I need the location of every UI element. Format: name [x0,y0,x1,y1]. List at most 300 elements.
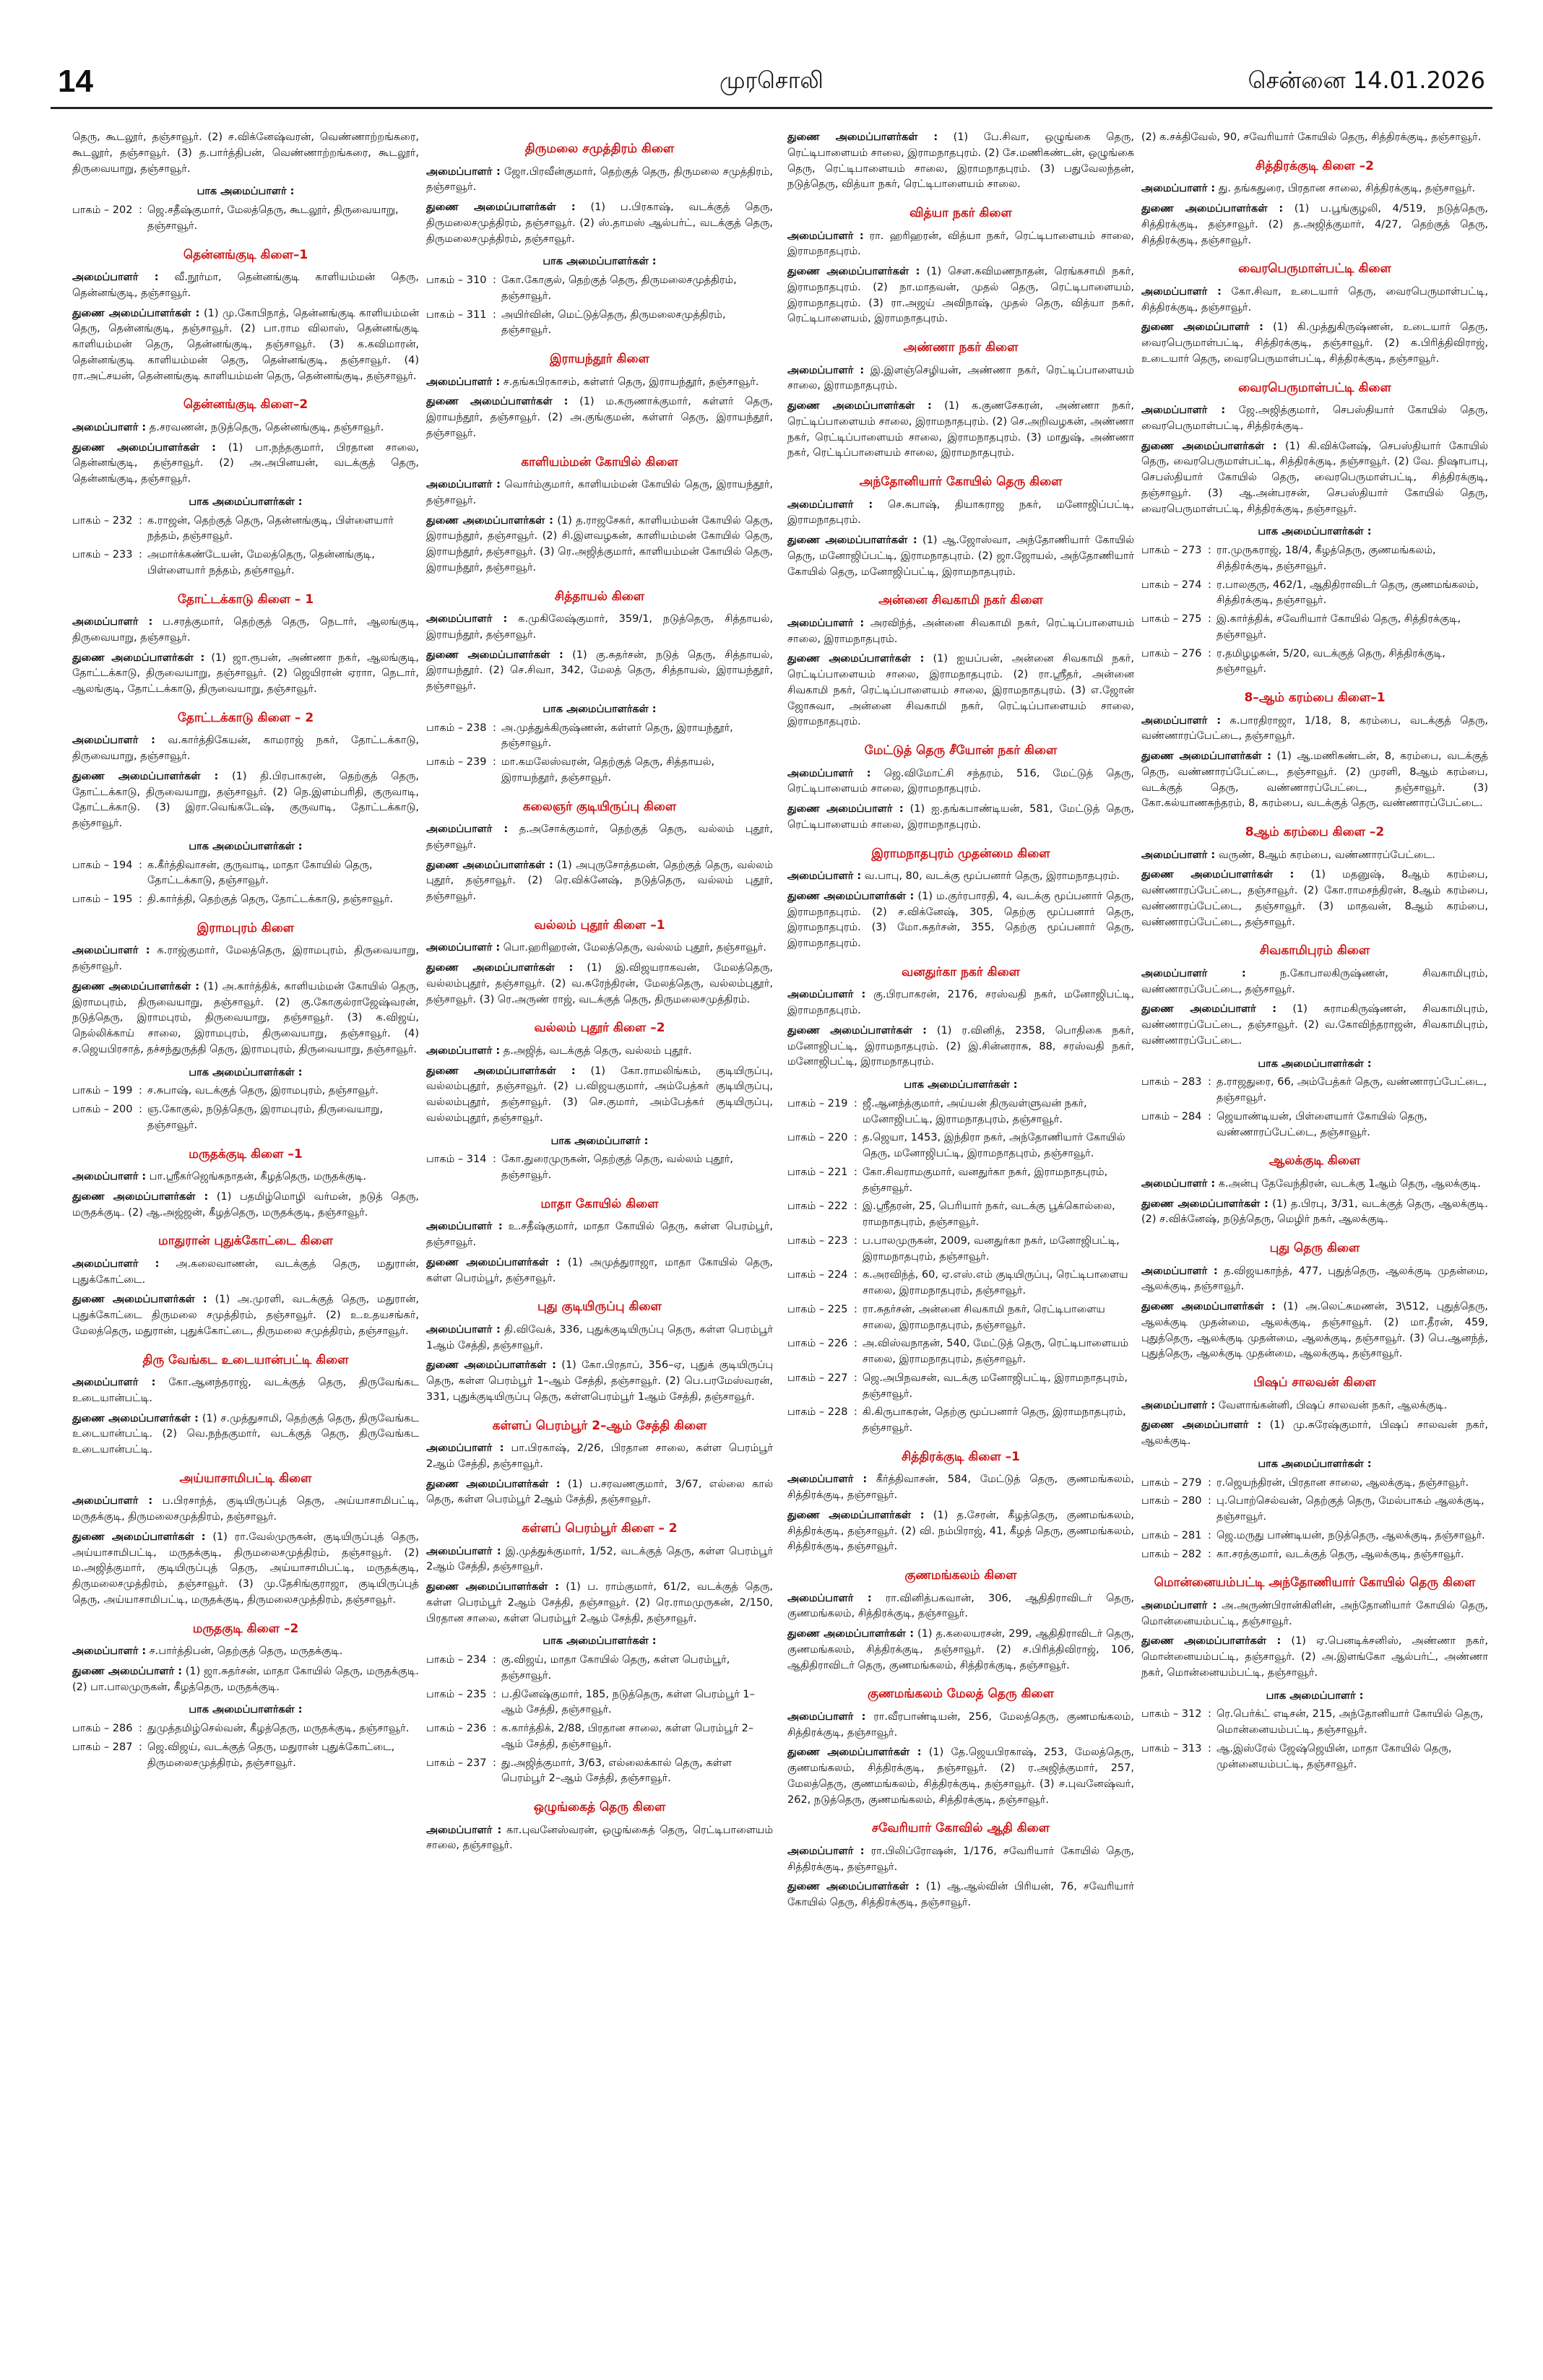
branch-block [72,591,419,698]
branch-heading: வனதுர்கா நகர் கிளை [902,964,1020,979]
branch-heading: ஒழுங்கைத் தெரு கிளை [533,1800,666,1814]
member-text: ரா. ஹரிஹரன், வித்யா நகர், ரெட்டிபாளையம் சாலை, இராமநாதபுரம். [787,230,1134,258]
member-paragraph [787,399,1134,462]
member-paragraph [787,616,1134,648]
booth-row [426,755,773,787]
member-paragraph [787,889,1134,952]
role-label: அமைப்பாளர் : [72,1377,156,1388]
role-label: அமைப்பாளர் : [426,1442,504,1454]
booth-row [72,203,419,235]
booth-number: பாகம் – 237 [426,1757,487,1769]
role-label: அமைப்பாளர் : [1141,285,1222,298]
branch-block [787,1685,1134,1808]
member-text: ச.தங்கபிரகாசம், கள்ளர் தெரு, இராயந்தூர், தஞ்சாவூர். [503,376,759,388]
role-label: அமைப்பாளர் : [426,1824,502,1836]
branch-heading: கலைஞர் குடியிருப்பு கிளை [522,799,677,814]
booth-number: பாகம் – 228 [787,1406,848,1419]
booth-number: பாகம் – 202 [72,204,133,216]
booth-number: பாகம் – 239 [426,756,487,768]
branch-block [72,709,419,908]
booth-row [1141,578,1488,610]
role-label: துணை அமைப்பாளர்கள் : [426,396,569,408]
booth-colon: : [493,1654,496,1666]
member-text: (1) இ.விஜயராகவன், மேலத்தெரு, வல்லம்புதூர், தஞ்சாவூர். (2) வ.சுரேந்திரன், மேலத்தெரு, வல்லம்புதூர், தஞ்சாவூர். (3) ரெ.அருண் ராஜ், வடக்குத் தெரு, திருமலைசமுத்திரம். [426,962,773,1005]
member-paragraph [72,1292,419,1339]
role-label: துணை அமைப்பாளர் : [1141,1003,1277,1016]
role-label: துணை அமைப்பாளர்கள் : [72,1412,199,1424]
member-text: (1) த.சேரன், கீழத்தெரு, குணமங்கலம், சித்திரக்குடி, தஞ்சாவூர். (2) வி. நம்பிராஜ், 41, கீழத் தெரு, குணமங்கலம், சித்திரக்குடி, தஞ்சாவூர். [787,1509,1134,1553]
branch-block [787,592,1134,730]
member-paragraph [787,652,1134,730]
branch-heading: அன்னை சிவகாமி நகர் கிளை [878,593,1043,608]
booth-row [426,1756,773,1788]
booth-subheading: பாக அமைப்பாளர்கள் : [1258,526,1372,538]
role-label: அமைப்பாளர் : [426,1044,501,1057]
booth-number: பாகம் – 219 [787,1097,848,1109]
booth-colon: : [1208,545,1211,556]
branch-heading: ஆலக்குடி கிளை [1268,1154,1361,1169]
booth-number: பாகம் – 194 [72,859,133,871]
member-paragraph [72,651,419,698]
member-paragraph [426,514,773,576]
booth-member: ரா.முருகராஜ், 18/4, கீழத்தெரு, குணமங்கலம், சித்திரக்குடி, தஞ்சாவூர். [1216,545,1436,572]
role-label: துணை அமைப்பாளர்கள் : [787,1881,920,1893]
booth-member: ஞ.கோகுல், நடுத்தெரு, இராமபுரம், திருவையாறு, தஞ்சாவூர். [147,1104,384,1131]
booth-subheading: பாக அமைப்பாளர்கள் : [543,256,657,268]
booth-colon: : [139,893,142,905]
booth-row [787,1371,1134,1403]
branch-block [1141,942,1488,1141]
branch-block [426,917,773,1008]
role-label: அமைப்பாளர் : [787,1845,865,1857]
branch-heading: அய்யாசாமிபட்டி கிளை [179,1471,312,1486]
role-label: துணை அமைப்பாளர்கள் : [426,514,553,527]
role-label: துணை அமைப்பாளர்கள் : [426,1256,561,1268]
role-label: துணை அமைப்பாளர்கள் : [72,770,219,782]
booth-member: இ.கார்த்திக், சவேரியார் கோயில் தெரு, சித்திரக்குடி, தஞ்சாவூர். [1216,613,1461,641]
member-paragraph [1141,130,1488,146]
role-label: அமைப்பாளர் : [1141,1177,1216,1190]
member-paragraph [72,1190,419,1221]
member-paragraph [787,1710,1134,1741]
role-label: துணை அமைப்பாளர்கள் : [72,307,200,319]
booth-number: பாகம் – 274 [1141,579,1202,591]
member-text: இ.முத்துக்குமார், 1/52, வடக்குத் தெரு, கள்ள பெரம்பூர் 2ஆம் சேத்தி, தஞ்சாவூர். [426,1545,773,1573]
branch-heading: 8–ஆம் கரம்பை கிளை–1 [1244,691,1386,705]
member-text: (1) ஐயப்பன், அன்னை சிவகாமி நகர், ரெட்டிப்பாளையம் சாலை, இராமநாதபுரம். (2) ரா.ஸ்ரீதர், அன்னை சிவகாமி நகர், ரெட்டிப்பாளையம் சாலை, இராமநாதபுரம். (3) எ.ஜோன் ஜோசுவா, அன்னை சிவகாமி நகர், ரெட்டிப்பாளையம் சாலை, இராமநாதபுரம். [787,653,1134,728]
branch-heading: வல்லம் புதூர் கிளை –1 [534,917,665,932]
branch-block [787,1567,1134,1674]
branch-block [426,454,773,576]
role-label: துணை அமைப்பாளர்கள் : [1141,869,1295,881]
branch-block [787,473,1134,580]
branch-block [72,396,419,579]
member-text: (1) பா.நந்தகுமார், பிரதான சாலை, தென்னங்குடி, தஞ்சாவூர். (2) அ.அபினயன், வடக்குத் தெரு, தென்னங்குடி, தஞ்சாவூர். [72,441,419,485]
booth-number: பாகம் – 222 [787,1200,848,1213]
branch-block [426,1799,773,1854]
member-paragraph [426,200,773,247]
booth-number: பாகம் – 238 [426,722,487,734]
member-text: உ.சதீஷ்குமார், மாதா கோயில் தெரு, கள்ள பெரம்பூர், தஞ்சாவூர். [426,1221,773,1248]
branch-heading: திருமலை சமுத்திரம் கிளை [524,142,675,156]
branch-heading: தோட்டக்காடு கிளை – 2 [177,710,314,725]
member-paragraph [72,441,419,488]
member-text: அ.அருண்பிரான்கிளின், அந்தோனியார் கோயில் தெரு, மொன்னையம்பட்டி, தஞ்சாவூர். [1141,1599,1488,1627]
role-label: அமைப்பாளர் : [72,421,147,433]
booth-row [1141,1476,1488,1492]
role-label: அமைப்பாளர் : [426,613,508,625]
member-paragraph [1141,714,1488,745]
member-text: (1) த.கலையரசன், 299, ஆதிதிராவிடர் தெரு, குணமங்கலம், சித்திரக்குடி, தஞ்சாவூர். (2) ச.பிரித்திவிராஜ், 106, ஆதிதிராவிடர் தெரு, குணமங்கலம், சித்திரக்குடி, தஞ்சாவூர். [787,1628,1134,1671]
member-text: தெரு, கூடலூர், தஞ்சாவூர். (2) ச.விக்னேஷ்வரன், வெண்ணாற்றங்கரை, கூடலூர், தஞ்சாவூர். (3) த.பார்த்திபன், வெண்ணாற்றங்கரை, கூடலூர், திருவையாறு, தஞ்சாவூர். [72,131,419,175]
branch-block [72,1351,419,1458]
role-label: துணை அமைப்பாளர்கள் : [426,1581,559,1593]
member-paragraph [1141,1634,1488,1681]
member-paragraph [426,165,773,196]
booth-member: த.ராஜதுரை, 66, அம்பேத்கர் தெரு, வண்ணாரப்பேட்டை, தஞ்சாவூர். [1216,1076,1487,1104]
branch-heading: இராமநாதபுரம் முதன்மை கிளை [871,846,1050,861]
booth-number: பாகம் – 284 [1141,1110,1202,1122]
member-text: இ.இளஞ்செழியன், அண்ணா நகர், ரெட்டிப்பாளையம் சாலை, இராமநாதபுரம். [787,364,1134,392]
booth-row [787,1234,1134,1265]
member-paragraph [1141,285,1488,316]
role-label: அமைப்பாளர் : [426,1221,503,1233]
booth-colon: : [1208,1708,1211,1721]
member-text: (1) க.குணசேகரன், அண்ணா நகர், ரெட்டிப்பாளையம் சாலை, இராமநாதபுரம். (2) செ.அறிவழகன், அண்ணா நகர், ரெட்டிப்பாளையம் சாலை, இராமநாதபுரம். (3) மாதுஷ், அண்ணா நகர், ரெட்டிப்பாளையம் சாலை, இராமநாதபுரம். [787,400,1134,459]
booth-colon: : [854,1303,857,1315]
branch-block [787,845,1134,952]
booth-member: ஜெயாண்டியன், பிள்ளையார் கோயில் தெரு, வண்ணாரப்பேட்டை, தஞ்சாவூர். [1216,1110,1427,1138]
member-paragraph [787,1591,1134,1623]
booth-colon: : [854,1338,857,1350]
booth-member: ரா.சுதர்சன், அன்னை சிவகாமி நகர், ரெட்டிபாளைய சாலை, இராமநாதபுரம், தஞ்சாவூர். [863,1303,1105,1331]
member-paragraph [1141,181,1488,197]
role-label: அமைப்பாளர் : [1141,714,1222,727]
branch-block [787,1819,1134,1911]
member-text: கோ.சிவா, உடையார் தெரு, வைரபெருமாள்பட்டி, சித்திரக்குடி, தஞ்சாவூர். [1141,285,1488,313]
role-label: அமைப்பாளர் : [72,945,150,957]
branch-block [72,1620,419,1772]
booth-number: பாகம் – 221 [787,1166,848,1178]
booth-member: ஜீ.ஆனந்த்குமார், அய்யன் திருவள்ளுவன் நகர், மனோஜிபட்டி, இராமநாதபுரம், தஞ்சாவூர். [863,1097,1087,1125]
member-text: (1) பே.சிவா, ஒழுங்கை தெரு, ரெட்டிபாளையம் சாலை, இராமநாதபுரம். (2) சே.மணிகண்டன், ஒழுங்கை தெரு, ரெட்டிபாளையம் சாலை, இராமநாதபுரம். (3) பதுவேலந்தன், நடுத்தெரு, வித்யா நகர், ரெட்டிபாளையம் சாலை. [787,131,1134,191]
member-paragraph [787,264,1134,327]
member-text: க.பாரதிராஜா, 1/18, 8, கரம்பை, வடக்குத் தெரு, வண்ணாரப்பேட்டை, தஞ்சாவூர். [1141,714,1488,743]
booth-number: பாகம் – 273 [1141,545,1202,556]
booth-member: க.கார்த்திக், 2/88, பிரதான சாலை, கள்ள பெரம்பூர் 2–ஆம் சேத்தி, தஞ்சாவூர். [501,1723,754,1750]
member-text: (1) கு.சுதர்சன், நடுத் தெரு, சித்தாயல், இராயந்தூர். (2) செ.சிவா, 342, மேலத் தெரு, சித்தாயல், இராயந்தூர், தஞ்சாவூர். [426,649,773,692]
branch-heading: மருதக்குடி கிளை –1 [189,1146,303,1161]
booth-number: பாகம் – 280 [1141,1495,1202,1507]
branch-block [426,1417,773,1509]
booth-colon: : [493,756,496,768]
branch-heading: பிஷப் சாலவன் கிளை [1253,1375,1376,1390]
booth-row [426,1687,773,1719]
booth-colon: : [854,1269,857,1281]
booth-member: ர.தமிழழகன், 5/20, வடக்குத் தெரு, சித்திரக்குடி, தஞ்சாவூர். [1216,647,1445,675]
member-paragraph [426,375,773,391]
role-label: துணை அமைப்பாளர்கள் : [787,131,938,143]
branch-heading: அந்தோனியார் கோயில் தெரு கிளை [859,475,1063,489]
booth-number: பாகம் – 287 [72,1741,133,1753]
member-text: வ.கார்த்திகேயன், காமராஜ் நகர், தோட்டக்காடு, திருவையாறு, தஞ்சாவூர். [72,735,419,762]
role-label: துணை அமைப்பாளர்கள் : [1141,1301,1276,1312]
booth-row [787,1096,1134,1128]
branch-block [1141,823,1488,930]
booth-member: ர.பாலகுரு, 462/1, ஆதிதிராவிடர் தெரு, குணமங்கலம், சித்திரக்குடி, தஞ்சாவூர். [1216,579,1479,607]
member-text: (1) அமுத்துராஜா, மாதா கோயில் தெரு, கள்ள பெரம்பூர், தஞ்சாவூர். [426,1256,773,1284]
role-label: துணை அமைப்பாளர்கள் : [426,859,553,871]
branch-heading: வித்யா நகர் கிளை [909,206,1012,220]
role-label: துணை அமைப்பாளர்கள் : [787,890,915,902]
member-paragraph [72,1257,419,1289]
member-text: (1) செள.கவிமணநாதன், ரெங்கசாமி நகர், இராமநாதபுரம். (2) நா.மாதவன், முதல் தெரு, ரெட்டிபாளையம், இராமநாதபுரம். (3) ரா.அஜய் அவிநாஷ், முதல் தெரு, வித்யா நகர், ரெட்டிபாளையம், இராமநாதபுரம். [787,266,1134,325]
booth-number: பாகம் – 220 [787,1132,848,1144]
booth-colon: : [493,1757,496,1769]
booth-number: பாகம் – 224 [787,1269,848,1281]
booth-colon: : [493,274,496,286]
role-label: துணை அமைப்பாளர்கள் : [1141,1635,1281,1648]
member-paragraph [426,1544,773,1576]
booth-colon: : [139,204,142,216]
booth-member: ஜெ.விஜய், வடக்குத் தெரு, மதுரான் புதுக்கோட்டை, திருமலைசமுத்திரம், தஞ்சாவூர். [147,1741,395,1769]
booth-member: பு.பொற்செல்வன், தெற்குத் தெரு, மேல்பாகம் ஆலக்குடி, தஞ்சாவூர். [1216,1495,1484,1523]
member-text: ரா.பிலிப்ரோஷன், 1/176, சவேரியார் கோயில் தெரு, சித்திரக்குடி, தஞ்சாவூர். [787,1845,1134,1873]
booth-row [426,1653,773,1684]
booth-subheading: பாக அமைப்பாளர்கள் : [189,840,303,852]
booth-number: பாகம் – 199 [72,1085,133,1097]
member-paragraph [72,769,419,832]
branch-heading: கள்ளப் பெரம்பூர் கிளை – 2 [522,1521,678,1536]
booth-colon: : [139,514,142,527]
member-paragraph [787,1745,1134,1808]
booth-colon: : [139,859,142,871]
booth-member: அ.முத்துக்கிருஷ்ணன், கள்ளர் தெரு, இராயந்தூர், தஞ்சாவூர். [501,722,733,750]
member-text: (1) அ.முரளி, வடக்குத் தெரு, மதுரான், புதுக்கோட்டை திருமலை சமுத்திரம், தஞ்சாவூர். (2) உ.உதயசங்கர், மேலத்தெரு, மதுரான், புதுக்கோட்டை, திருமலை சமுத்திரம், தஞ்சாவூர். [72,1294,419,1337]
branch-block [426,350,773,442]
role-label: அமைப்பாளர் : [72,1495,153,1507]
branch-block [1141,1574,1488,1773]
booth-member: ஜெ.அபிநவசன், வடக்கு மனோஜிபட்டி, இராமநாதபுரம், தஞ்சாவூர். [863,1372,1128,1400]
booth-member: மா.கமலேஸ்வரன், தெற்குத் தெரு, சித்தாயல், இராயந்தூர், தஞ்சாவூர். [501,756,715,784]
booth-colon: : [1208,1476,1211,1489]
booth-row [72,892,419,908]
branch-block [72,130,419,235]
branch-block [787,1448,1134,1555]
role-label: அமைப்பாளர் : [787,870,862,882]
role-label: அமைப்பாளர் : [72,1645,147,1657]
member-paragraph [426,858,773,905]
member-text: வொர்ம்குமார், காளியம்மன் கோயில் தெரு, இராயந்தூர், தஞ்சாவூர். [426,479,773,506]
branch-heading: மாதா கோயில் கிளை [540,1196,659,1211]
member-text: த.சரவணன், நடுத்தெரு, தென்னங்குடி, தஞ்சாவூர். [149,421,384,433]
booth-member: து.அஜித்குமார், 3/63, எல்லைக்கால் தெரு, கள்ள பெரம்பூர் 2–ஆம் சேத்தி, தஞ்சாவூர். [501,1757,732,1785]
member-paragraph [787,869,1134,885]
branch-block [1141,379,1488,678]
booth-subheading: பாக அமைப்பாளர்கள் : [543,1635,657,1648]
member-text: ஜெ.விமோட்சி சந்தரம், 516, மேட்டுத் தெரு, ரெட்டிபாளையம் சாலை, இராமநாதபுரம். [787,767,1134,795]
booth-member: தி.கார்த்தி, தெற்குத் தெரு, தோட்டக்காடு, தஞ்சாவூர். [147,893,394,905]
role-label: அமைப்பாளர் : [787,364,865,376]
role-label: துணை அமைப்பாளர்கள் : [1141,1198,1268,1210]
member-text: (1) அ.லெட்சுமணன், 3\512, புதுத்தெரு, ஆலக்குடி முதன்மை, ஆலக்குடி, தஞ்சாவூர். (2) மா.தீரன், 459, புதுத்தெரு, ஆலக்குடி முதன்மை, ஆலக்குடி, தஞ்சாவூர். (3) பெ.ஆனந்த், புதுத்தெரு, ஆலக்குடி முதன்மை, ஆலக்குடி, தஞ்சாவூர். [1141,1301,1488,1360]
member-paragraph [787,1508,1134,1555]
branch-block [787,204,1134,327]
branch-heading: வைரபெருமாள்பட்டி கிளை [1238,380,1391,395]
header-rule [51,107,1492,109]
member-text: ந.கோபாலகிருஷ்ணன், சிவகாமிபுரம், வண்ணாரப்பேட்டை, தஞ்சாவூர். [1141,967,1488,995]
member-paragraph [72,306,419,385]
member-text: கீர்த்திவாசன், 584, மேட்டுத் தெரு, குணமங்கலம், சித்திரக்குடி, தஞ்சாவூர். [787,1474,1134,1501]
member-text: (1) ஆ.ஆல்வின் பிரியன், 76, சவேரியார் கோயில் தெரு, சித்திரக்குடி, தஞ்சாவூர். [787,1881,1134,1908]
role-label: அமைப்பாளர் : [426,1323,501,1336]
member-paragraph [72,615,419,646]
role-label: துணை அமைப்பாளர்கள் : [1141,440,1277,452]
booth-subheading: பாக அமைப்பாளர் : [1266,1689,1364,1702]
member-text: (1) த.பிரபு, 3/31, வடக்குத் தெரு, ஆலக்குடி. (2) ச.விக்னேஷ், நடுத்தெரு, மெழிர் நகர், ஆலக்குடி. [1141,1198,1488,1226]
role-label: துணை அமைப்பாளர்கள் : [787,1024,927,1037]
booth-row [426,1152,773,1184]
member-paragraph [426,1044,773,1060]
booth-member: அ.விஸ்வநாதன், 540, மேட்டுத் தெரு, ரெட்டிபாளையம் சாலை, இராமநாதபுரம், தஞ்சாவூர். [863,1338,1129,1365]
branch-heading: மருதகுடி கிளை –2 [192,1621,299,1636]
booth-number: பாகம் – 313 [1141,1742,1202,1754]
member-paragraph [426,961,773,1008]
booth-number: பாகம் – 282 [1141,1548,1202,1560]
member-text: வீ.நூர்மா, தென்னங்குடி காளியம்மன் தெரு, தென்னங்குடி, தஞ்சாவூர். [72,272,419,299]
role-label: துணை அமைப்பாளர்கள் : [72,441,216,454]
member-paragraph [787,229,1134,261]
booth-row [426,308,773,339]
branch-block [426,140,773,339]
branch-heading: காளியம்மன் கோயில் கிளை [521,454,678,469]
role-label: அமைப்பாளர் : [72,272,159,283]
role-label: துணை அமைப்பாளர்கள் : [787,1628,915,1640]
booth-subheading: பாக அமைப்பாளர்கள் : [189,1066,303,1078]
role-label: அமைப்பாளர் : [1141,404,1226,416]
role-label: துணை அமைப்பாளர்கள் : [1141,750,1271,762]
member-text: (1) ஆ.மணிகண்டன், 8, கரம்பை, வடக்குத் தெரு, வண்ணாரப்பேட்டை, தஞ்சாவூர். (2) முரளி, 8ஆம் கரம்பை, வடக்குத் தெரு, வண்ணாரப்பேட்டை, தஞ்சாவூர். (3) கோ.கல்யாணசுந்தரம், 8, கரம்பை, வடக்குத் தெரு, வண்ணாரப்பேட்டை. [1141,750,1488,810]
member-paragraph [426,1064,773,1127]
member-paragraph [426,1441,773,1473]
booth-member: க.அரவிந்த், 60, ஏ.எஸ்.எம் குடியிருப்பு, ரெட்டிபாளைய சாலை, இராமநாதபுரம், தஞ்சாவூர். [863,1269,1128,1297]
role-label: துணை அமைப்பாளர்கள் : [787,266,920,277]
member-text: ஜோ.பிரவீன்குமார், தெற்குத் தெரு, திருமலை சமுத்திரம், தஞ்சாவூர். [426,165,773,194]
branch-block [787,339,1134,462]
booth-row [426,1721,773,1753]
member-text: அரவிந்த், அன்னை சிவகாமி நகர், ரெட்டிப்பாளையம் சாலை, இராமநாதபுரம். [787,617,1134,645]
member-paragraph [1141,1418,1488,1450]
booth-member: துமுத்தமிழ்செல்வன், கீழத்தெரு, மருதக்குடி, தஞ்சாவூர். [147,1723,410,1734]
booth-member: கி.கிருபாகரன், தெற்கு மூப்பனார் தெரு, இராமநாதபுரம், தஞ்சாவூர். [863,1406,1126,1434]
booth-row [787,1165,1134,1197]
member-text: த.விஜயகாந்த், 477, புதுத்தெரு, ஆலக்குடி முதன்மை, ஆலக்குடி, தஞ்சாவூர். [1141,1265,1488,1293]
booth-colon: : [854,1132,857,1144]
member-paragraph [1141,1598,1488,1630]
member-paragraph [787,130,1134,193]
booth-subheading: பாக அமைப்பாளர்கள் : [189,1704,303,1716]
booth-row [72,514,419,545]
column-3 [787,130,1134,2362]
branch-block [426,1019,773,1184]
branch-heading: தென்னங்குடி கிளை–2 [183,397,308,412]
member-text: (1) ரா.வேல்முருகன், குடியிருப்புத் தெரு, அய்யாசாமிபட்டி, மருதக்குடி, திருமலைசமுத்திரம், தஞ்சாவூர். (2) ம.அஜித்குமார், குடியிருப்புத் தெரு, அய்யாசாமிபட்டி, மருதக்குடி, திருமலைசமுத்திரம், தஞ்சாவூர். (3) மு.தேசிங்குராஜா, குடியிருப்புத் தெரு, அய்யாசாமிபட்டி, மருதக்குடி, திருமலைசமுத்திரம், தஞ்சாவூர். [72,1531,419,1606]
booth-colon: : [1208,1076,1211,1089]
booth-number: பாகம் – 314 [426,1154,487,1166]
branch-block [1141,1239,1488,1362]
booth-colon: : [493,1154,496,1166]
member-paragraph [72,1494,419,1526]
member-text: (1) பதமிழ்மொழி வர்மன், நடுத் தெரு, மருதக்குடி. (2) ஆ.அஜ்ஜன், கீழத்தெரு, மருதக்குடி, தஞ்சாவூர். [72,1190,419,1219]
member-paragraph [426,940,773,956]
booth-row [72,1083,419,1099]
booth-colon: : [1208,1495,1211,1507]
member-paragraph [787,533,1134,580]
member-text: (1) மதனுஷ், 8ஆம் கரம்பை, வண்ணாரப்பேட்டை, தஞ்சாவூர். (2) கோ.ராமசந்திரன், 8ஆம் கரம்பை, வண்ணாரப்பேட்டை, தஞ்சாவூர். (3) மாதவன், 8ஆம் கரம்பை, வண்ணாரப்பேட்டை, தஞ்சாவூர். [1141,869,1488,928]
member-paragraph [787,802,1134,834]
role-label: துணை அமைப்பாளர்கள் : [787,400,932,412]
branch-heading: சித்தாயல் கிளை [554,589,645,604]
booth-row [426,721,773,753]
role-label: துணை அமைப்பாளர் : [1141,321,1263,334]
branch-block [1141,130,1488,146]
booth-colon: : [854,1166,857,1178]
booth-member: அமார்க்கண்டேயன், மேலத்தெரு, தென்னங்குடி, பிள்ளையார் நத்தம், தஞ்சாவூர். [147,549,375,576]
member-paragraph [426,822,773,854]
role-label: அமைப்பாளர் : [787,1592,872,1604]
branch-block [1141,260,1488,367]
member-text: (1) மு.கோபிநாத், தென்னங்குடி காளியம்மன் தெரு, தென்னங்குடி, தஞ்சாவூர். (2) பா.ராம விலாஸ், தென்னங்குடி காளியம்மன் தெரு, தென்னங்குடி, தஞ்சாவூர். (3) க.கவிமாரன், தென்னங்குடி காளியம்மன் தெரு, தென்னங்குடி, தஞ்சாவூர். (4) ரா.அட்சயன், தென்னங்குடி காளியம்மன் தெரு, தென்னங்குடி, தஞ்சாவூர். [72,307,419,382]
member-paragraph [426,1323,773,1354]
member-paragraph [787,498,1134,529]
member-paragraph [1141,1002,1488,1049]
member-text: த.அஜித், வடக்குத் தெரு, வல்லம் புதூர். [503,1044,692,1057]
branch-heading: கள்ளப் பெரம்பூர் 2–ஆம் சேத்தி கிளை [492,1418,707,1433]
booth-number: பாகம் – 283 [1141,1076,1202,1089]
member-text: ரா.வினித்பகவான், 306, ஆதிதிராவிடர் தெரு, குணமங்கலம், சித்திரக்குடி, தஞ்சாவூர். [787,1592,1134,1620]
member-text: (1) ஏ.பெனடிக்சனிஸ், அண்ணா நகர், மொன்னையம்பட்டி, தஞ்சாவூர். (2) அ.இளங்கோ ஆல்பர்ட், அண்ணா நகர், மொன்னையம்பட்டி, தஞ்சாவூர். [1141,1635,1488,1679]
booth-row [72,1102,419,1134]
member-paragraph [1141,867,1488,930]
member-paragraph [1141,848,1488,864]
booth-member: கு.விஜய், மாதா கோயில் தெரு, கள்ள பெரம்பூர், தஞ்சாவூர். [501,1654,730,1682]
member-text: (1) த.ராஜசேகர், காளியம்மன் கோயில் தெரு, இராயந்தூர், தஞ்சாவூர். (2) சி.இளவழகன், காளியம்மன் கோயில் தெரு, இராயந்தூர், தஞ்சாவூர். (3) ரெ.அஜித்குமார், காளியம்மன் கோயில் தெரு, இராயந்தூர், தஞ்சாவூர். [426,514,773,574]
booth-colon: : [493,1723,496,1734]
branch-heading: சித்திரக்குடி கிளை –2 [1255,158,1375,173]
branch-block [787,130,1134,193]
member-paragraph [72,979,419,1058]
role-label: துணை அமைப்பாளர்கள் : [787,1509,925,1521]
member-text: பொ.ஹரிஹரன், மேலத்தெரு, வல்லம் புதூர், தஞ்சாவூர். [503,942,766,954]
role-label: துணை அமைப்பாளர்கள் : [787,653,925,665]
booth-colon: : [139,1104,142,1115]
booth-number: பாகம் – 200 [72,1104,133,1115]
member-text: (1) கோ.ராமலிங்கம், குடியிருப்பு, வல்லம்புதூர், தஞ்சாவூர். (2) ப.விஜயகுமார், அம்பேத்கர் குடியிருப்பு, வல்லம்புதூர், தஞ்சாவூர். (3) செ.குமார், அம்பேத்கர் குடியிருப்பு, வல்லம்புதூர், தஞ்சாவூர். [426,1065,773,1124]
role-label: துணை அமைப்பாளர்கள் : [72,1531,206,1543]
role-label: அமைப்பாளர் : [72,616,153,628]
branch-heading: திரு வேங்கட உடையான்பட்டி கிளை [142,1352,349,1367]
column-2 [426,130,773,2362]
member-text: அ.கலைவாணன், வடக்குத் தெரு, மதுரான், புதுக்கோட்டை. [72,1258,419,1286]
booth-number: பாகம் – 236 [426,1723,487,1734]
booth-member: ரெ.பெர்க்ட் எடிசன், 215, அந்தோனியார் கோயில் தெரு, மொன்னையம்பட்டி, தஞ்சாவூர். [1216,1708,1484,1736]
booth-number: பாகம் – 226 [787,1338,848,1350]
branch-block [1141,689,1488,812]
member-paragraph [787,1879,1134,1911]
role-label: துணை அமைப்பாளர்கள் : [787,1747,922,1759]
branch-block [426,588,773,787]
role-label: அமைப்பாளர் : [426,1545,501,1557]
